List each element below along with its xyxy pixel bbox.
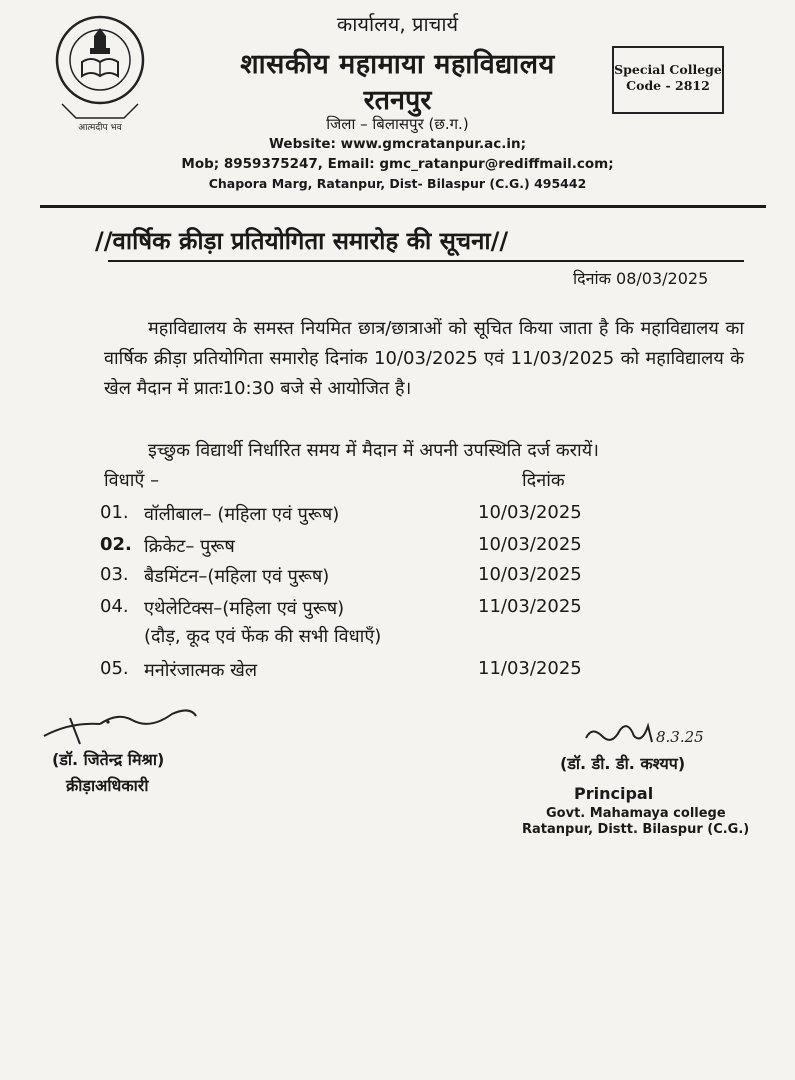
notice-instruction: इच्छुक विद्यार्थी निर्धारित समय में मैदान में अपनी उपस्थिति दर्ज करायें। (148, 440, 599, 461)
principal-stamp-college: Govt. Mahamaya college (546, 806, 726, 821)
events-column-header: विधाऍं – (104, 470, 160, 491)
event-name: मनोरंजात्मक खेल (144, 660, 258, 681)
event-date: 10/03/2025 (478, 502, 582, 523)
principal-stamp-place: Ratanpur, Distt. Bilaspur (C.G.) (522, 822, 750, 837)
seal-motto: आत्मदीप भव (78, 123, 122, 133)
notice-paragraph (104, 314, 744, 404)
website-line: Website: www.gmcratanpur.ac.in; (269, 136, 526, 152)
event-date: 11/03/2025 (478, 658, 582, 679)
contact-line: Mob; 8959375247, Email: gmc_ratanpur@rediffmail.com; (181, 156, 614, 172)
event-name: क्रिकेट– पुरूष (144, 536, 235, 557)
principal-signature-date: 8.3.25 (656, 728, 704, 746)
special-college-code-box (612, 46, 724, 114)
office-label: कार्यालय, प्राचार्य (336, 12, 459, 36)
notice-body-text: महाविद्यालय के समस्त नियमित छात्र/छात्राओं को सूचित किया जाता है कि महाविद्यालय का वार्षिक क्रीड़ा प्रतियोगिता समारोह दिनांक 10/03/2025 एवं 11/03/2025 को महाविद्यालय के खेल मैदान में प्रातः10:30 बजे से आयोजित है। (104, 318, 744, 399)
notice-date: दिनांक 08/03/2025 (573, 269, 709, 288)
sports-officer-signature-icon (40, 704, 200, 748)
principal-stamp-title: Principal (574, 784, 654, 803)
event-number: 04. (100, 596, 129, 617)
event-subtext: (दौड़, कूद एवं फेंक की सभी विधाऍं) (144, 626, 382, 647)
address-line: Chapora Marg, Ratanpur, Dist- Bilaspur (C.G.) 495442 (208, 176, 587, 191)
notice-title: //वार्षिक क्रीड़ा प्रतियोगिता समारोह की सूचना// (95, 227, 509, 255)
event-number: 05. (100, 658, 129, 679)
code-line-2: Code - 2812 (626, 78, 710, 93)
header-divider (40, 205, 766, 208)
code-line-1: Special College (614, 62, 722, 77)
college-city: रतनपुर (363, 85, 432, 116)
principal-name: (डॉ. डी. डी. कश्यप) (560, 754, 686, 773)
event-date: 10/03/2025 (478, 564, 582, 585)
event-name: वॉलीबाल– (महिला एवं पुरूष) (144, 504, 340, 525)
event-number: 03. (100, 564, 129, 585)
event-date: 11/03/2025 (478, 596, 582, 617)
date-column-header: दिनांक (522, 470, 565, 491)
sports-officer-title: क्रीड़ाअधिकारी (66, 776, 149, 795)
title-underline (108, 260, 744, 262)
college-name: शासकीय महामाया महाविद्यालय (240, 49, 555, 80)
event-number: 01. (100, 502, 129, 523)
district-line: जिला – बिलासपुर (छ.ग.) (326, 115, 469, 133)
sports-officer-name: (डॉ. जितेन्द्र मिश्रा) (52, 750, 165, 769)
event-number: 02. (100, 534, 132, 555)
principal-signature-icon (582, 712, 712, 756)
event-date: 10/03/2025 (478, 534, 582, 555)
event-name: बैडमिंटन–(महिला एवं पुरूष) (144, 566, 330, 587)
event-name: एथेलेटिक्स–(महिला एवं पुरूष) (144, 598, 345, 619)
